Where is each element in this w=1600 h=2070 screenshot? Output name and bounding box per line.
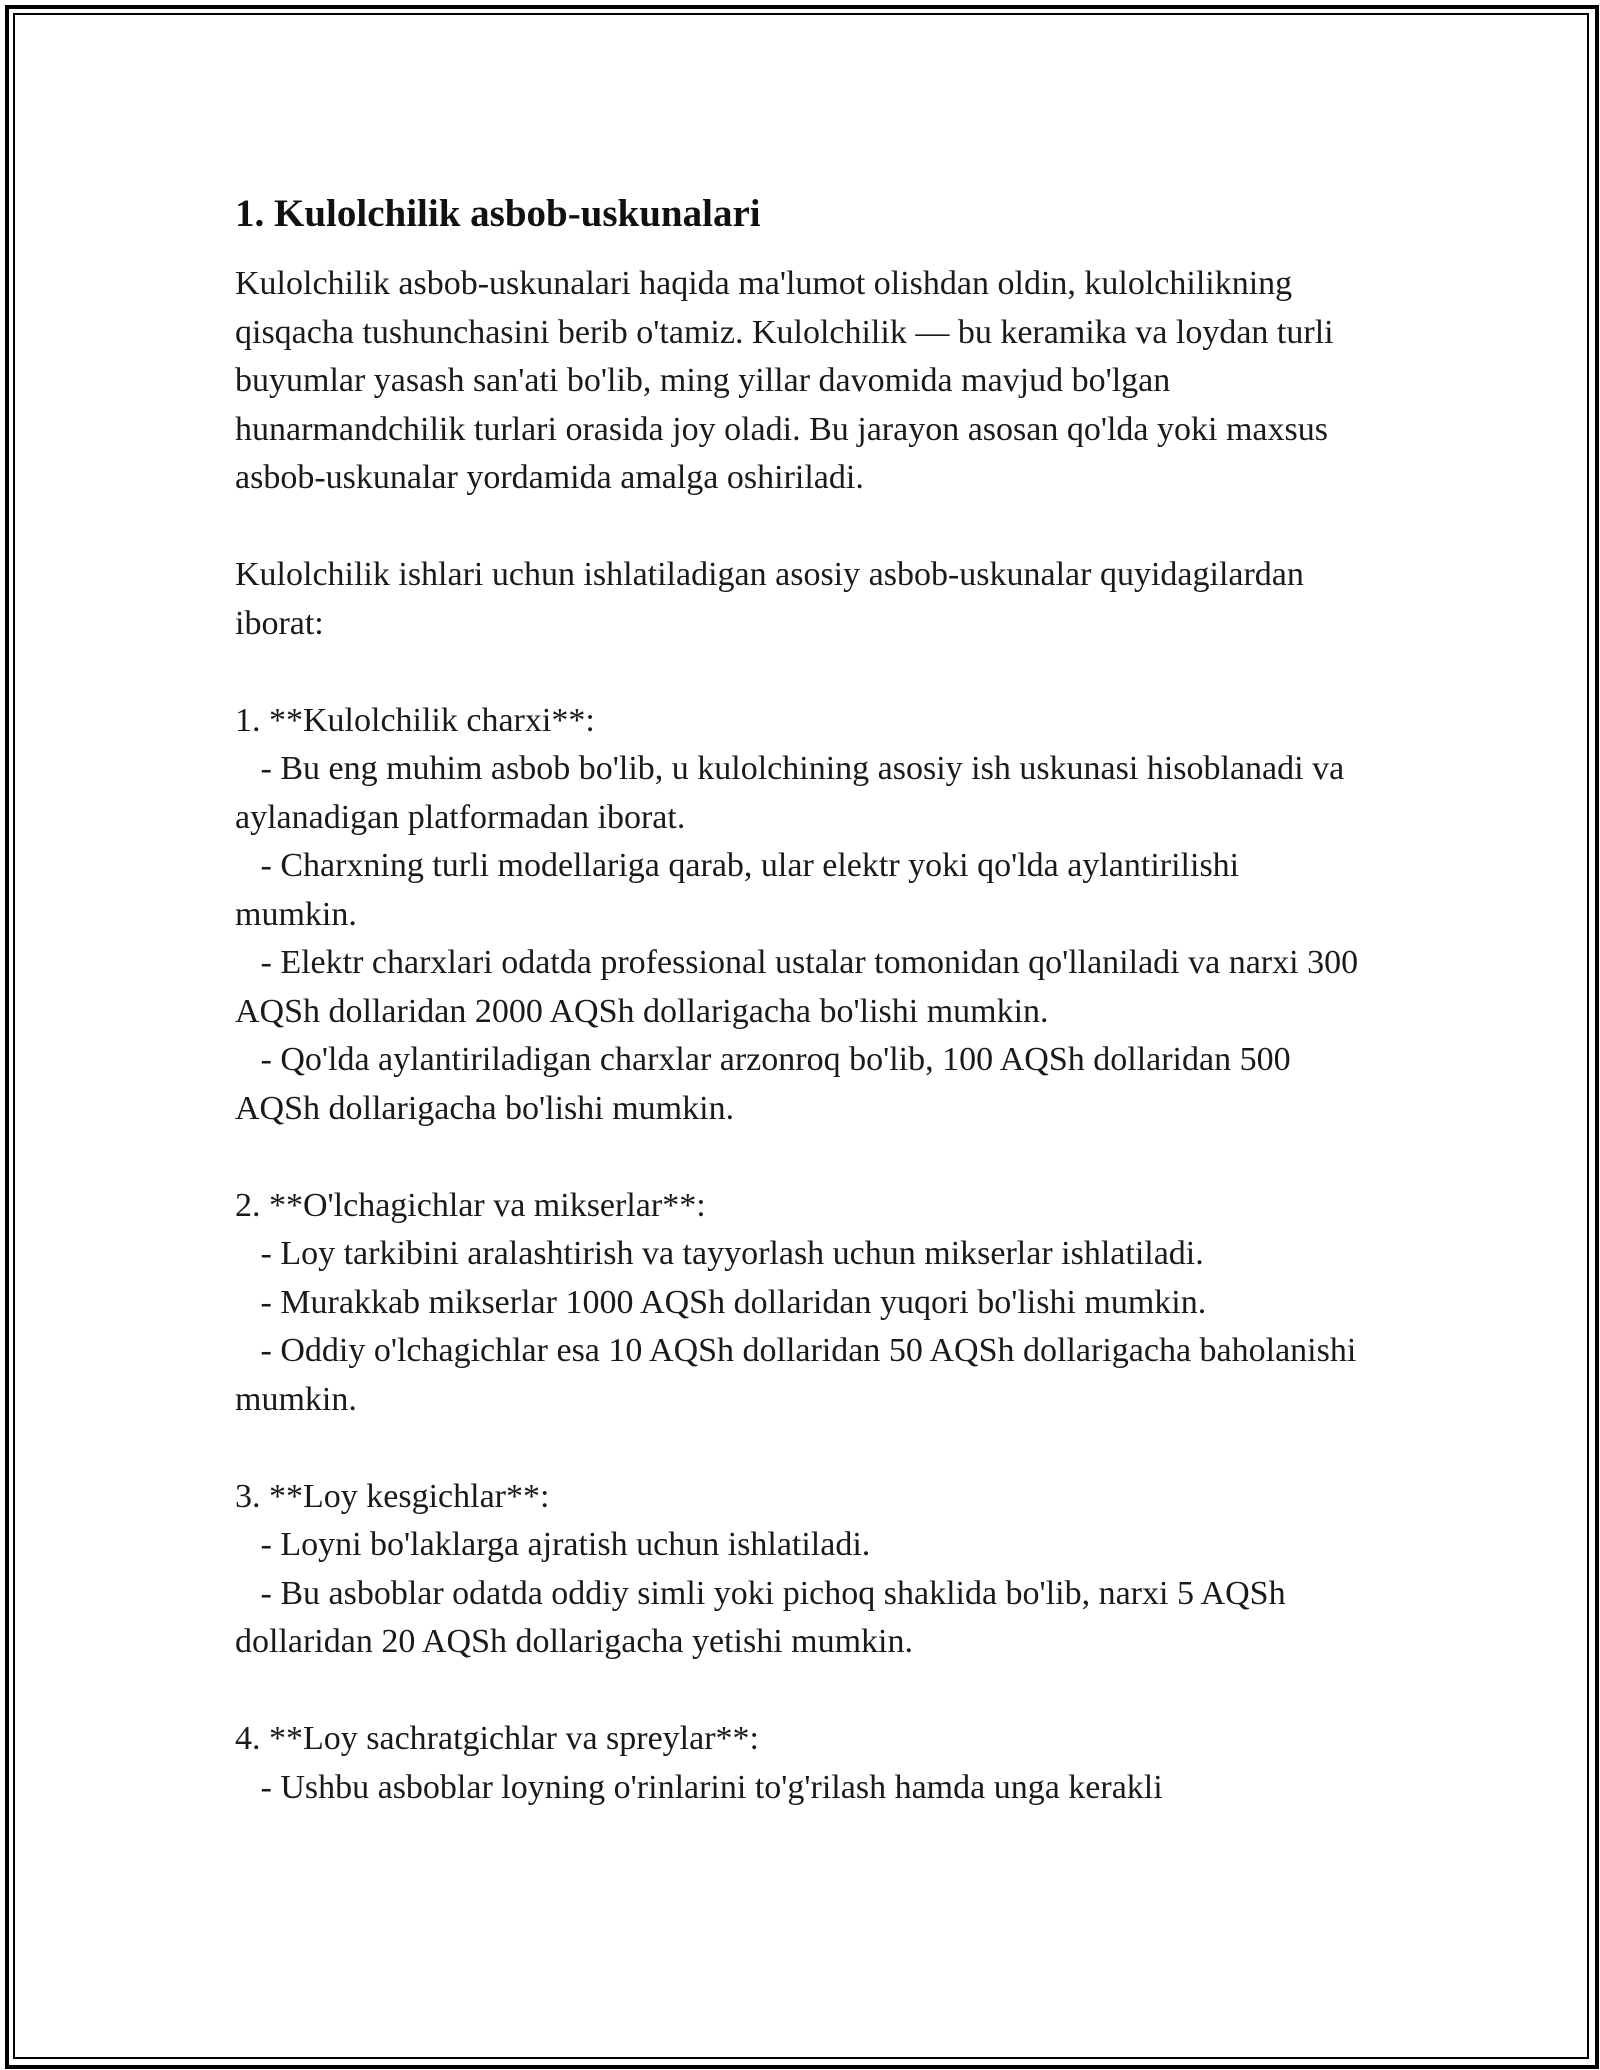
document-body [235, 184, 1365, 1812]
paragraph-gap [235, 1133, 1360, 1182]
section-heading: 4. **Loy sachratgichlar va spreylar**: [235, 1720, 759, 1757]
list-item: - Loyni bo'laklarga ajratish uchun ishlatiladi. [235, 1526, 871, 1563]
list-item: - Qo'lda aylantiriladigan charxlar arzonroq bo'lib, 100 AQSh dollaridan 500 AQSh dollarigacha bo'lishi mumkin. [235, 1041, 1298, 1127]
paragraph-gap [235, 1667, 1360, 1716]
list-item: - Oddiy o'lchagichlar esa 10 AQSh dollaridan 50 AQSh dollarigacha baholanishi mumkin. [235, 1332, 1365, 1418]
section-loy-sachratgichlar [235, 1715, 1360, 1812]
list-item: - Loy tarkibini aralashtirish va tayyorlash uchun mikserlar ishlatiladi. [235, 1235, 1204, 1272]
list-item: - Bu eng muhim asbob bo'lib, u kulolchining asosiy ish uskunasi hisoblanadi va aylanadigan platformadan iborat. [235, 750, 1353, 836]
section-heading: 1. **Kulolchilik charxi**: [235, 701, 595, 739]
section-kulolchilik-charxi [235, 697, 1365, 1134]
list-item: - Bu asboblar odatda oddiy simli yoki pichoq shaklida bo'lib, narxi 5 AQSh dollaridan 20 AQSh dollarigacha yetishi mumkin. [235, 1574, 1295, 1660]
section-loy-kesgichlar [235, 1473, 1360, 1667]
paragraph-gap [235, 1424, 1360, 1473]
section-heading: 3. **Loy kesgichlar**: [235, 1477, 550, 1515]
page-title: 1. Kulolchilik asbob-uskunalari [235, 192, 761, 235]
intro-paragraph: Kulolchilik asbob-uskunalari haqida ma'lumot olishdan oldin, kulolchilikning qisqacha tushunchasini berib o'tamiz. Kulolchilik — bu keramika va loydan turli buyumlar yasash san'ati bo'lib, ming yillar davomida mavjud bo'lgan hunarmandchilik turlari orasida joy oladi. Bu jarayon asosan qo'lda yoki maxsus asbob-uskunalar yordamida amalga oshiriladi. [235, 265, 1343, 496]
list-item: - Ushbu asboblar loyning o'rinlarini to'g'rilash hamda unga kerakli [235, 1768, 1163, 1806]
lead-paragraph: Kulolchilik ishlari uchun ishlatiladigan asosiy asbob-uskunalar quyidagilardan iborat: [235, 556, 1313, 642]
section-olchagichlar-mikserlar [235, 1182, 1365, 1425]
list-item: - Charxning turli modellariga qarab, ular elektr yoki qo'lda aylantirilishi mumkin. [235, 847, 1248, 933]
list-item: - Murakkab mikserlar 1000 AQSh dollaridan yuqori bo'lishi mumkin. [235, 1283, 1207, 1321]
section-heading: 2. **O'lchagichlar va mikserlar**: [235, 1186, 706, 1224]
list-item: - Elektr charxlari odatda professional ustalar tomonidan qo'llaniladi va narxi 300 AQSh dollaridan 2000 AQSh dollarigacha bo'lishi mumkin. [235, 944, 1365, 1030]
paragraph-gap [235, 648, 1360, 697]
paragraph-gap [235, 503, 1360, 552]
